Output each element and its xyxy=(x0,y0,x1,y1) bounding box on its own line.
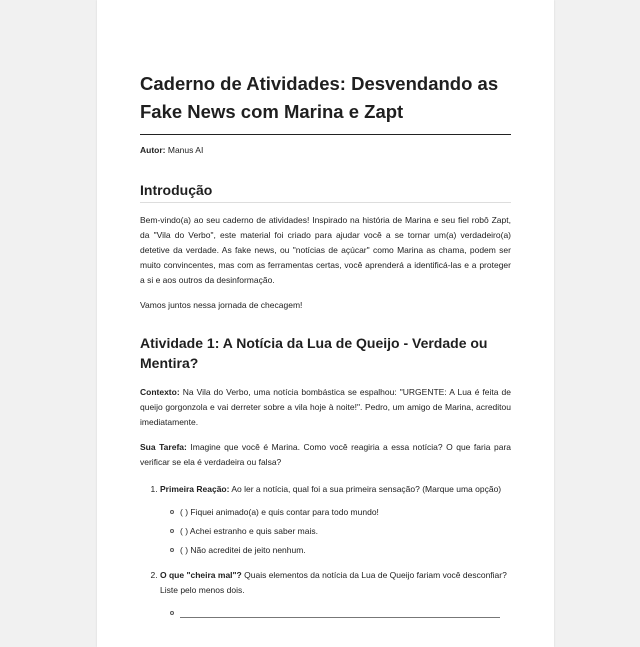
context-text: Na Vila do Verbo, uma notícia bombástica se espalhou: "URGENTE: A Lua é feita de queijo gorgonzola e vai derreter sobre a vila hoje à noite!". Pedro, um amigo de Marina, acreditou imediatamente. xyxy=(140,387,511,427)
document-title: Caderno de Atividades: Desvendando as Fake News com Marina e Zapt xyxy=(140,73,499,122)
introduction-section xyxy=(140,213,511,313)
author-name: Manus AI xyxy=(167,145,204,155)
context-label: Contexto: xyxy=(140,387,180,397)
introduction-paragraph-1: Bem-vindo(a) ao seu caderno de atividades! Inspirado na história de Marina e seu fiel robô Zapt, da "Vila do Verbo", este material foi criado para ajudar você a se tornar um(a) verdadeiro(a) detetive da verdade. As fake news, ou "notícias de açúcar" como Marina as chama, podem ser muito convincentes, mas com as ferramentas certas, você aprenderá a identificá-las e a proteger a si e aos outros da desinformação. xyxy=(140,215,511,285)
question-label: O que "cheira mal"? xyxy=(160,570,242,580)
author-line xyxy=(140,144,511,156)
question-text: Quais elementos da notícia da Lua de Queijo fariam você desconfiar? Liste pelo menos dois. xyxy=(160,570,507,595)
introduction-paragraph-2: Vamos juntos nessa jornada de checagem! xyxy=(140,300,303,310)
introduction-divider xyxy=(140,202,511,203)
activity1-context xyxy=(140,385,511,430)
document-content xyxy=(140,70,511,631)
option-item[interactable]: ( ) Não acreditei de jeito nenhum. xyxy=(180,543,511,558)
task-label: Sua Tarefa: xyxy=(140,442,187,452)
title-divider xyxy=(140,134,511,135)
answer-line-item[interactable] xyxy=(180,606,511,621)
question-label: Primeira Reação: xyxy=(160,484,230,494)
activity1-task xyxy=(140,440,511,470)
option-item[interactable]: ( ) Fiquei animado(a) e quis contar para todo mundo! xyxy=(180,505,511,520)
activity1-heading: Atividade 1: A Notícia da Lua de Queijo - Verdade ou Mentira? xyxy=(140,335,488,371)
question-item xyxy=(160,568,511,621)
answer-lines xyxy=(160,606,511,621)
answer-blank-line[interactable] xyxy=(180,609,500,618)
option-item[interactable]: ( ) Achei estranho e quis saber mais. xyxy=(180,524,511,539)
introduction-heading: Introdução xyxy=(140,182,213,198)
question-item xyxy=(160,482,511,558)
author-label: Autor: xyxy=(140,145,166,155)
activity1-question-list xyxy=(140,482,511,621)
question-options xyxy=(160,505,511,558)
task-text: Imagine que você é Marina. Como você reagiria a essa notícia? O que faria para verificar se ela é verdadeira ou falsa? xyxy=(140,442,512,467)
document-page xyxy=(97,0,554,647)
question-text: Ao ler a notícia, qual foi a sua primeira sensação? (Marque uma opção) xyxy=(229,484,502,494)
